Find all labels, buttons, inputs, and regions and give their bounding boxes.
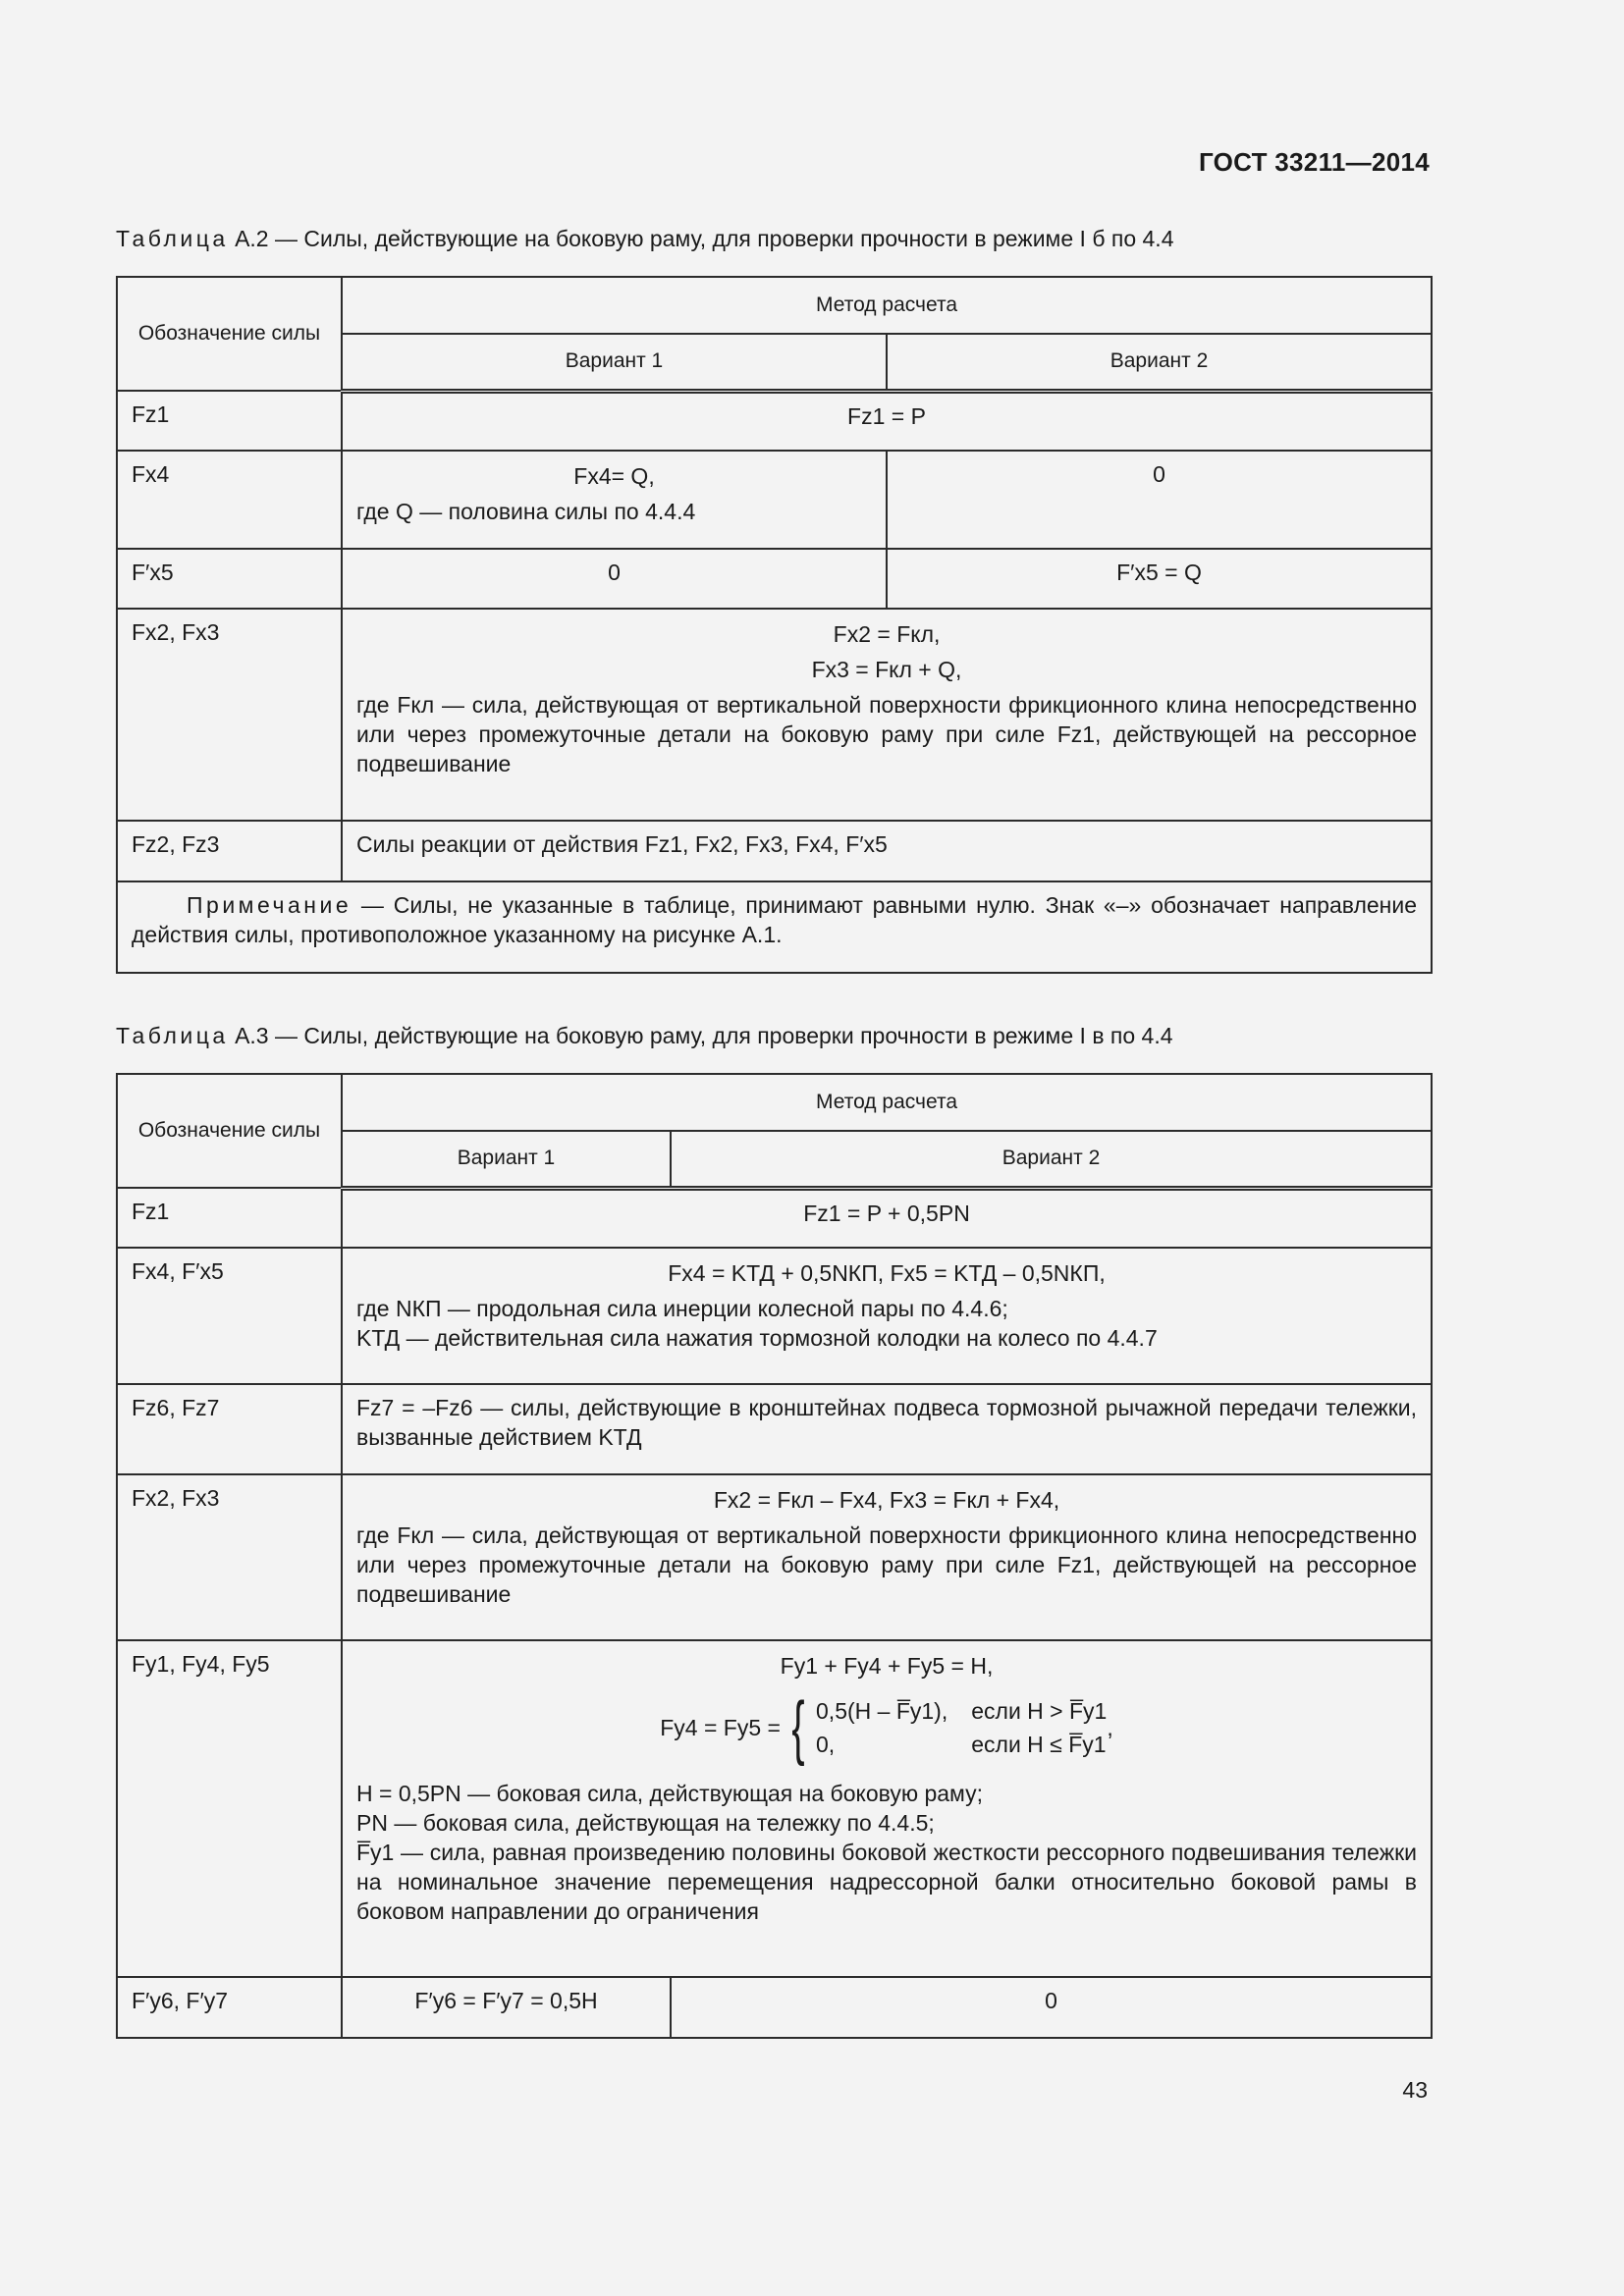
note-text: — Силы, не указанные в таблице, принимают равными нулю. Знак «–» обозначает направление действия силы, противоположное указанному на рисунке А.1. <box>132 892 1418 947</box>
table-a2 <box>116 276 1433 974</box>
force-symbol: F′y6, F′y7 <box>117 1977 342 2038</box>
formula-description: PN — боковая сила, действующая на тележку по 4.4.5; <box>356 1810 935 1836</box>
force-symbol: Fy1, Fy4, Fy5 <box>117 1640 342 1977</box>
force-symbol: Fx2, Fx3 <box>117 609 342 821</box>
formula: Fx2 = Fкл, <box>833 621 941 647</box>
note-word: Примечание <box>187 892 352 918</box>
variant-1-cell <box>342 451 887 549</box>
table-header-row <box>117 277 1432 334</box>
left-brace-icon: { <box>791 1688 805 1767</box>
table-row <box>117 609 1432 821</box>
variant-2-cell: 0 <box>671 1977 1432 2038</box>
header-variant-1: Вариант 1 <box>342 334 887 391</box>
case-1-expression: 0,5(H – F̅y1), <box>816 1698 948 1724</box>
variant-1-cell: 0 <box>342 549 887 609</box>
force-symbol: F′x5 <box>117 549 342 609</box>
header-method: Метод расчета <box>342 277 1432 334</box>
formula-cell <box>342 1474 1432 1640</box>
case-2-expression: 0, <box>816 1732 836 1757</box>
caption-word: Таблица <box>116 1023 229 1048</box>
piecewise-block <box>660 1688 1113 1767</box>
table-a2-caption <box>116 226 1174 252</box>
table-row <box>117 1188 1432 1248</box>
table-row <box>117 451 1432 549</box>
table-row <box>117 1977 1432 2038</box>
formula-cell: Fz1 = P <box>342 391 1432 451</box>
caption-word: Таблица <box>116 226 229 251</box>
formula-description: F̅y1 — сила, равная произведению половины боковой жесткости рессорного подвешивания тележки на номинальное значение перемещения надрессорной балки относительно боковой рамы в боковом направлении до ограничения <box>356 1840 1418 1924</box>
header-method: Метод расчета <box>342 1074 1432 1131</box>
formula-description: где Q — половина силы по 4.4.4 <box>356 499 696 524</box>
text-cell: Силы реакции от действия Fz1, Fx2, Fx3, Fx4, F′x5 <box>342 821 1432 881</box>
force-symbol: Fz2, Fz3 <box>117 821 342 881</box>
formula-cell <box>342 1640 1432 1977</box>
force-symbol: Fz1 <box>117 1188 342 1248</box>
formula-description: H = 0,5PN — боковая сила, действующая на боковую раму; <box>356 1781 984 1806</box>
formula: Fx2 = Fкл – Fx4, Fx3 = Fкл + Fx4, <box>713 1487 1060 1513</box>
force-symbol: Fx2, Fx3 <box>117 1474 342 1640</box>
header-variant-1: Вариант 1 <box>342 1131 671 1188</box>
piecewise-cases <box>816 1696 1107 1759</box>
force-symbol: Fx4 <box>117 451 342 549</box>
table-row <box>117 821 1432 881</box>
table-row <box>117 1474 1432 1640</box>
piecewise-lhs: Fy4 = Fy5 = <box>660 1715 781 1740</box>
formula-description: KТД — действительная сила нажатия тормозной колодки на колесо по 4.4.7 <box>356 1325 1158 1351</box>
formula-cell <box>342 609 1432 821</box>
variant-2-cell: F′x5 = Q <box>887 549 1432 609</box>
formula: Fx3 = Fкл + Q, <box>811 657 962 682</box>
case-1-condition: если H > F̅y1 <box>971 1698 1108 1724</box>
table-a3-caption <box>116 1023 1173 1049</box>
force-symbol: Fz6, Fz7 <box>117 1384 342 1474</box>
formula: Fy1 + Fy4 + Fy5 = H, <box>780 1653 994 1679</box>
force-symbol: Fz1 <box>117 391 342 451</box>
variant-1-cell: F′y6 = F′y7 = 0,5H <box>342 1977 671 2038</box>
caption-text: А.3 — Силы, действующие на боковую раму, для проверки прочности в режиме I в по 4.4 <box>228 1023 1173 1048</box>
table-row <box>117 549 1432 609</box>
formula-description: где Fкл — сила, действующая от вертикальной поверхности фрикционного клина непосредственно или через промежуточные детали на боковую раму при силе Fz1, действующей на рессорное подвешивание <box>356 692 1418 776</box>
caption-text: А.2 — Силы, действующие на боковую раму, для проверки прочности в режиме I б по 4.4 <box>228 226 1174 251</box>
formula-cell <box>342 1248 1432 1384</box>
force-symbol: Fx4, F′x5 <box>117 1248 342 1384</box>
piecewise-end: , <box>1107 1715 1113 1740</box>
header-force-symbol: Обозначение силы <box>117 277 342 391</box>
page-number: 43 <box>1402 2077 1428 2103</box>
formula: Fx4 = KТД + 0,5NКП, Fx5 = KТД – 0,5NКП, <box>668 1260 1106 1286</box>
text-cell: Fz7 = –Fz6 — силы, действующие в кронштейнах подвеса тормозной рычажной передачи тележки, вызванные действием KТД <box>342 1384 1432 1474</box>
formula-cell: Fz1 = P + 0,5PN <box>342 1188 1432 1248</box>
standard-number: ГОСТ 33211—2014 <box>1198 147 1430 177</box>
piecewise-formula <box>356 1686 1417 1773</box>
formula: Fx4= Q, <box>573 463 655 489</box>
table-note <box>132 890 1417 949</box>
case-2-condition: если H ≤ F̅y1 <box>971 1732 1107 1757</box>
note-cell <box>117 881 1432 973</box>
table-header-row <box>117 1074 1432 1131</box>
header-force-symbol: Обозначение силы <box>117 1074 342 1188</box>
table-a3 <box>116 1073 1433 2039</box>
formula-description: где NКП — продольная сила инерции колесной пары по 4.4.6; <box>356 1296 1008 1321</box>
variant-2-cell: 0 <box>887 451 1432 549</box>
table-row <box>117 1640 1432 1977</box>
header-variant-2: Вариант 2 <box>671 1131 1432 1188</box>
formula-description: где Fкл — сила, действующая от вертикальной поверхности фрикционного клина непосредственно или через промежуточные детали на боковую раму при силе Fz1, действующей на рессорное подвешивание <box>356 1522 1418 1607</box>
header-variant-2: Вариант 2 <box>887 334 1432 391</box>
table-row <box>117 1384 1432 1474</box>
table-row <box>117 391 1432 451</box>
table-note-row <box>117 881 1432 973</box>
table-row <box>117 1248 1432 1384</box>
